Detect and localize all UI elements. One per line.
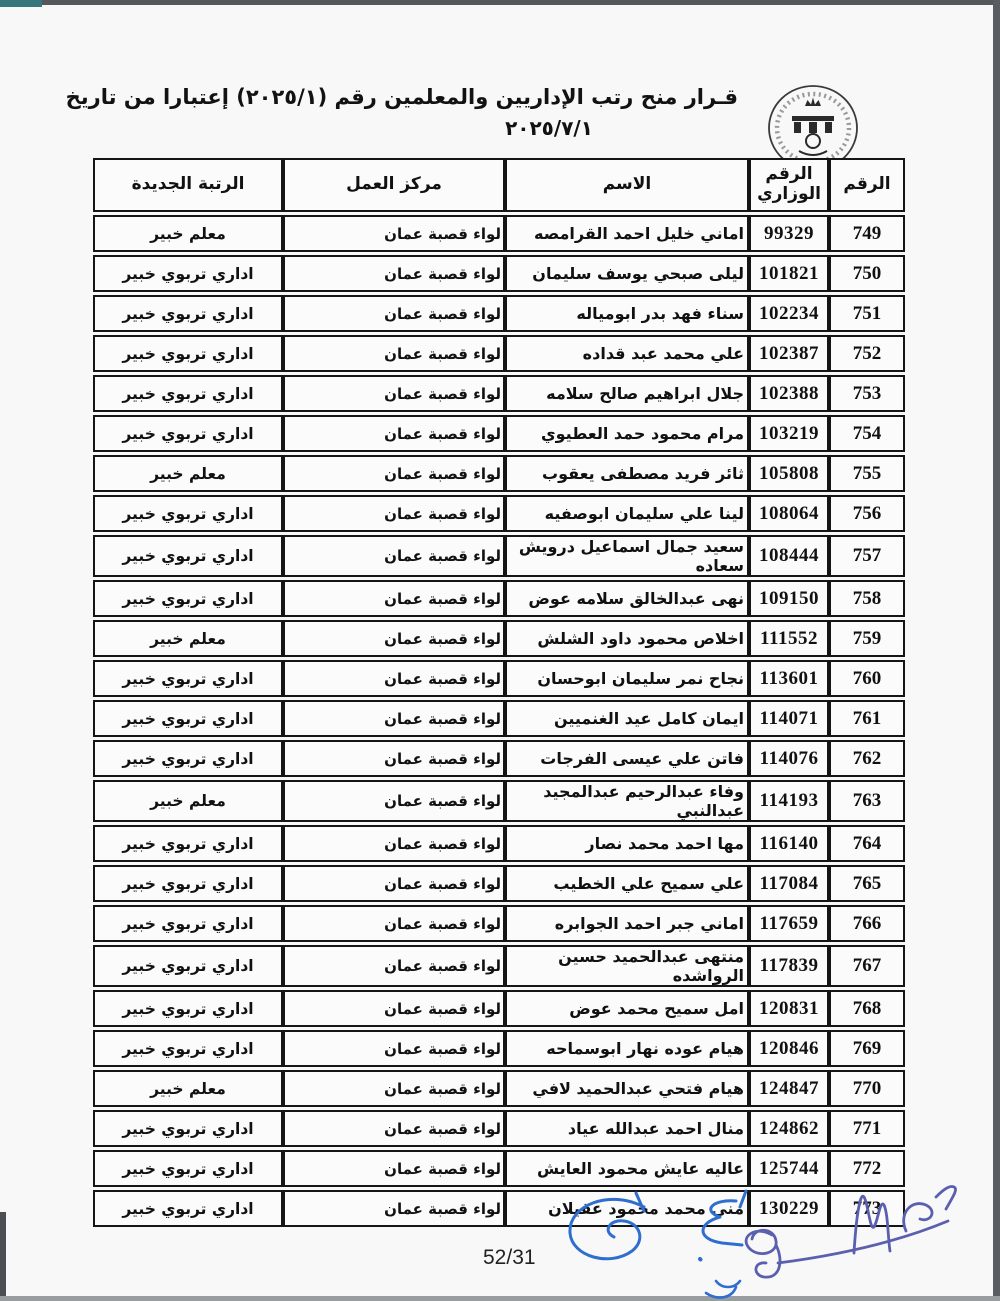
new-rank: اداري تربوي خبير: [93, 1110, 283, 1147]
row-serial-number: 765: [829, 865, 905, 902]
table-row: [93, 255, 905, 292]
employee-name: منال احمد عبدالله عياد: [505, 1110, 749, 1147]
new-rank: اداري تربوي خبير: [93, 1150, 283, 1187]
scan-edge-bottom-left: [0, 1212, 6, 1296]
employee-name: ايمان كامل عيد الغنميين: [505, 700, 749, 737]
row-serial-number: 751: [829, 295, 905, 332]
employee-name: مرام محمود حمد العطيوي: [505, 415, 749, 452]
table-row: [93, 495, 905, 532]
new-rank: معلم خبير: [93, 215, 283, 252]
work-center: لواء قصبة عمان: [283, 1190, 505, 1227]
row-serial-number: 769: [829, 1030, 905, 1067]
employee-name: وفاء عبدالرحيم عبدالمجيد عبدالنبي: [505, 780, 749, 822]
table-row: [93, 295, 905, 332]
header-number: الرقم: [829, 158, 905, 212]
table-row: [93, 825, 905, 862]
table-row: [93, 660, 905, 697]
table-row: [93, 990, 905, 1027]
employee-name: امل سميح محمد عوض: [505, 990, 749, 1027]
row-serial-number: 749: [829, 215, 905, 252]
new-rank: معلم خبير: [93, 1070, 283, 1107]
new-rank: اداري تربوي خبير: [93, 255, 283, 292]
work-center: لواء قصبة عمان: [283, 375, 505, 412]
work-center: لواء قصبة عمان: [283, 905, 505, 942]
new-rank: اداري تربوي خبير: [93, 990, 283, 1027]
work-center: لواء قصبة عمان: [283, 495, 505, 532]
employee-name: عاليه عايش محمود العايش: [505, 1150, 749, 1187]
table-row: [93, 865, 905, 902]
work-center: لواء قصبة عمان: [283, 255, 505, 292]
employee-name: فاتن علي عيسى الفرجات: [505, 740, 749, 777]
employee-name: هيام فتحي عبدالحميد لافي: [505, 1070, 749, 1107]
ministry-number: 114193: [749, 780, 829, 822]
row-serial-number: 756: [829, 495, 905, 532]
ministry-number: 113601: [749, 660, 829, 697]
table-row: [93, 1070, 905, 1107]
row-serial-number: 759: [829, 620, 905, 657]
scan-edge-right: [993, 0, 1000, 1296]
row-serial-number: 752: [829, 335, 905, 372]
table-row: [93, 580, 905, 617]
employee-name: علي محمد عبد قداده: [505, 335, 749, 372]
row-serial-number: 763: [829, 780, 905, 822]
row-serial-number: 768: [829, 990, 905, 1027]
work-center: لواء قصبة عمان: [283, 1030, 505, 1067]
ministry-number: 120831: [749, 990, 829, 1027]
row-serial-number: 764: [829, 825, 905, 862]
work-center: لواء قصبة عمان: [283, 215, 505, 252]
employee-name: اماني خليل احمد القرامصه: [505, 215, 749, 252]
work-center: لواء قصبة عمان: [283, 990, 505, 1027]
table-row: [93, 455, 905, 492]
new-rank: اداري تربوي خبير: [93, 700, 283, 737]
row-serial-number: 762: [829, 740, 905, 777]
document-title: [65, 81, 738, 143]
ministry-number: 102387: [749, 335, 829, 372]
work-center: لواء قصبة عمان: [283, 740, 505, 777]
work-center: لواء قصبة عمان: [283, 295, 505, 332]
signature: [540, 1171, 960, 1301]
ministry-number: 108444: [749, 535, 829, 577]
row-serial-number: 772: [829, 1150, 905, 1187]
ministry-number: 117839: [749, 945, 829, 987]
ministry-number: 120846: [749, 1030, 829, 1067]
ministry-number: 130229: [749, 1190, 829, 1227]
row-serial-number: 771: [829, 1110, 905, 1147]
ministry-number: 124862: [749, 1110, 829, 1147]
work-center: لواء قصبة عمان: [283, 1070, 505, 1107]
employee-name: هيام عوده نهار ابوسماحه: [505, 1030, 749, 1067]
work-center: لواء قصبة عمان: [283, 1110, 505, 1147]
row-serial-number: 750: [829, 255, 905, 292]
work-center: لواء قصبة عمان: [283, 660, 505, 697]
employee-name: ليلى صبحي يوسف سليمان: [505, 255, 749, 292]
employee-name: مها احمد محمد نصار: [505, 825, 749, 862]
work-center: لواء قصبة عمان: [283, 335, 505, 372]
row-serial-number: 773: [829, 1190, 905, 1227]
ministry-number: 102388: [749, 375, 829, 412]
new-rank: معلم خبير: [93, 455, 283, 492]
row-serial-number: 757: [829, 535, 905, 577]
work-center: لواء قصبة عمان: [283, 1150, 505, 1187]
ministry-number: 105808: [749, 455, 829, 492]
work-center: لواء قصبة عمان: [283, 945, 505, 987]
new-rank: اداري تربوي خبير: [93, 375, 283, 412]
table-header-row: [93, 158, 905, 212]
table-row: [93, 215, 905, 252]
ministry-number: 111552: [749, 620, 829, 657]
ministry-number: 102234: [749, 295, 829, 332]
new-rank: اداري تربوي خبير: [93, 1190, 283, 1227]
new-rank: اداري تربوي خبير: [93, 335, 283, 372]
ministry-number: 109150: [749, 580, 829, 617]
ministry-number: 117659: [749, 905, 829, 942]
employee-name: منى محمد محمود عقيلان: [505, 1190, 749, 1227]
ministry-number: 117084: [749, 865, 829, 902]
scan-edge-top-left: [0, 0, 42, 7]
table-row: [93, 335, 905, 372]
new-rank: اداري تربوي خبير: [93, 945, 283, 987]
work-center: لواء قصبة عمان: [283, 580, 505, 617]
table-body: [93, 215, 905, 1227]
employee-name: جلال ابراهيم صالح سلامه: [505, 375, 749, 412]
ministry-number: 103219: [749, 415, 829, 452]
table-row: [93, 1030, 905, 1067]
ministry-number: 114076: [749, 740, 829, 777]
row-serial-number: 761: [829, 700, 905, 737]
row-serial-number: 770: [829, 1070, 905, 1107]
work-center: لواء قصبة عمان: [283, 415, 505, 452]
employee-name: اماني جبر احمد الجوابره: [505, 905, 749, 942]
row-serial-number: 760: [829, 660, 905, 697]
table-row: [93, 1110, 905, 1147]
employee-name: منتهى عبدالحميد حسين الرواشده: [505, 945, 749, 987]
scan-edge-top: [0, 0, 1000, 5]
employee-name: ثائر فريد مصطفى يعقوب: [505, 455, 749, 492]
page-number: 52/31: [483, 1246, 536, 1269]
table-row: [93, 415, 905, 452]
table-row: [93, 905, 905, 942]
work-center: لواء قصبة عمان: [283, 700, 505, 737]
ministry-number: 108064: [749, 495, 829, 532]
ministry-number: 101821: [749, 255, 829, 292]
new-rank: اداري تربوي خبير: [93, 905, 283, 942]
employee-name: علي سميح علي الخطيب: [505, 865, 749, 902]
table-row: [93, 945, 905, 987]
scanned-page: [0, 5, 993, 1296]
new-rank: اداري تربوي خبير: [93, 660, 283, 697]
table-row: [93, 375, 905, 412]
employee-name: اخلاص محمود داود الشلش: [505, 620, 749, 657]
ministry-number: 114071: [749, 700, 829, 737]
table-row: [93, 535, 905, 577]
row-serial-number: 758: [829, 580, 905, 617]
header-name: الاسم: [505, 158, 749, 212]
records-table: [93, 155, 905, 1230]
header-ministry-number: الرقم الوزاري: [749, 158, 829, 212]
new-rank: معلم خبير: [93, 620, 283, 657]
employee-name: سناء فهد بدر ابومياله: [505, 295, 749, 332]
new-rank: اداري تربوي خبير: [93, 295, 283, 332]
ministry-number: 116140: [749, 825, 829, 862]
header-new-rank: الرتبة الجديدة: [93, 158, 283, 212]
work-center: لواء قصبة عمان: [283, 780, 505, 822]
row-serial-number: 755: [829, 455, 905, 492]
table-row: [93, 700, 905, 737]
work-center: لواء قصبة عمان: [283, 825, 505, 862]
header-work-center: مركز العمل: [283, 158, 505, 212]
work-center: لواء قصبة عمان: [283, 865, 505, 902]
employee-name: نجاح نمر سليمان ابوحسان: [505, 660, 749, 697]
new-rank: اداري تربوي خبير: [93, 415, 283, 452]
work-center: لواء قصبة عمان: [283, 620, 505, 657]
ministry-number: 124847: [749, 1070, 829, 1107]
title-line-2: ٢٠٢٥/٧/١: [505, 116, 593, 140]
new-rank: اداري تربوي خبير: [93, 865, 283, 902]
table-row: [93, 620, 905, 657]
title-line-1: قـرار منح رتب الإداريين والمعلمين رقم (٢٠٢٥/١) إعتبارا من تاريخ: [65, 85, 738, 109]
new-rank: معلم خبير: [93, 780, 283, 822]
ministry-number: 125744: [749, 1150, 829, 1187]
row-serial-number: 767: [829, 945, 905, 987]
work-center: لواء قصبة عمان: [283, 535, 505, 577]
employee-name: سعيد جمال اسماعيل درويش سعاده: [505, 535, 749, 577]
new-rank: اداري تربوي خبير: [93, 535, 283, 577]
row-serial-number: 754: [829, 415, 905, 452]
table-row: [93, 740, 905, 777]
new-rank: اداري تربوي خبير: [93, 495, 283, 532]
ministry-number: 99329: [749, 215, 829, 252]
new-rank: اداري تربوي خبير: [93, 580, 283, 617]
row-serial-number: 766: [829, 905, 905, 942]
work-center: لواء قصبة عمان: [283, 455, 505, 492]
employee-name: نهى عبدالخالق سلامه عوض: [505, 580, 749, 617]
row-serial-number: 753: [829, 375, 905, 412]
new-rank: اداري تربوي خبير: [93, 1030, 283, 1067]
employee-name: لينا علي سليمان ابوصفيه: [505, 495, 749, 532]
new-rank: اداري تربوي خبير: [93, 825, 283, 862]
table-row: [93, 780, 905, 822]
new-rank: اداري تربوي خبير: [93, 740, 283, 777]
